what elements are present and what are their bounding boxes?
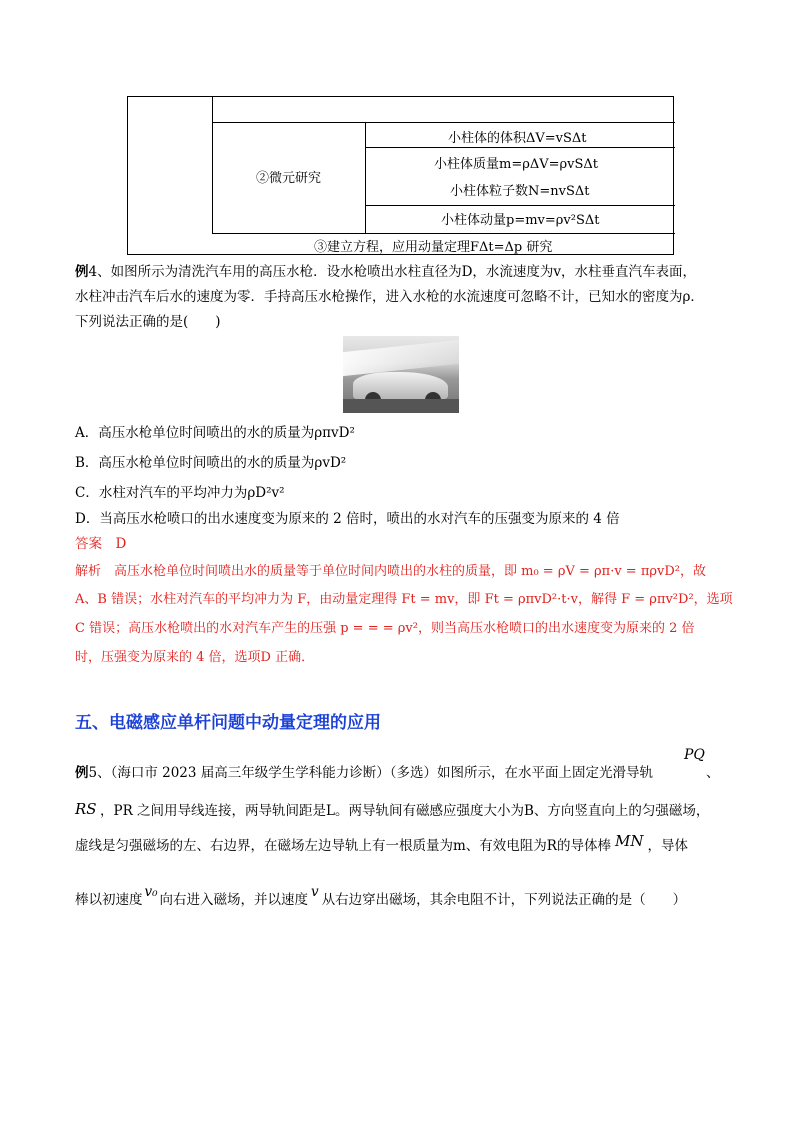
example5-line1: 例5、（海口市 2023 届高三年级学生学科能力诊断）（多选）如图所示，在水平面上固定光滑导轨 — [75, 765, 654, 781]
table-cell-micro-study: ②微元研究 — [256, 171, 322, 186]
example5-line3: 虚线是匀强磁场的左、右边界，在磁场左边导轨上有一根质量为m、有效电阻为R的导体棒 MN ，导体 — [75, 832, 688, 854]
option-c: C．水柱对汽车的平均冲力为ρD²v² — [75, 485, 285, 501]
example4-line1: 例4、如图所示为清洗汽车用的高压水枪．设水枪喷出水柱直径为D，水流速度为v，水柱垂直汽车表面， — [75, 264, 697, 280]
table-divider — [212, 122, 675, 123]
symbol-mn: MN — [614, 832, 644, 850]
example5-line4: 棒以初速度 v₀ 向右进入磁场，并以速度 v 从右边穿出磁场，其余电阻不计，下列说法正确的是（ ） — [75, 884, 687, 908]
section-heading: 五、电磁感应单杆问题中动量定理的应用 — [75, 713, 381, 733]
table-cell-equation: ③建立方程，应用动量定理FΔt=Δp 研究 — [314, 240, 553, 255]
table-divider — [212, 97, 213, 233]
table-divider — [365, 147, 675, 148]
analysis-line: A、B 错误；水柱对汽车的平均冲力为 F，由动量定理得 Ft = mv，即 Ft = ρπvD²·t·v，解得 F = ρπv²D²，选项 — [75, 592, 733, 607]
table-cell-volume: 小柱体的体积ΔV=vSΔt — [448, 131, 587, 146]
analysis-line: 时，压强变为原来的 4 倍，选项D 正确． — [75, 650, 315, 665]
table-cell-particles: 小柱体粒子数N=nvSΔt — [450, 184, 590, 199]
symbol-rs: RS — [75, 800, 97, 818]
option-b: B．高压水枪单位时间喷出的水的质量为ρvD² — [75, 455, 347, 471]
table-divider — [365, 122, 366, 233]
example5-line2: ，PR 之间用导线连接，两导轨间距是L。两导轨间有磁感应强度大小为B、方向竖直向上的匀强磁场， — [100, 803, 710, 819]
table-divider — [212, 233, 675, 234]
method-table — [127, 96, 674, 255]
table-divider — [365, 205, 675, 206]
symbol-v0: v₀ — [144, 884, 158, 900]
option-a: A．高压水枪单位时间喷出的水的质量为ρπvD² — [75, 425, 355, 441]
water-spray — [343, 340, 459, 376]
example4-line2: 水柱冲击汽车后水的速度为零．手持高压水枪操作，进入水枪的水流速度可忽略不计，已知水的密度为ρ． — [75, 289, 704, 305]
example-label: 例 — [75, 264, 89, 280]
water-gun-photo — [343, 336, 459, 413]
table-cell-momentum: 小柱体动量p=mv=ρv²SΔt — [441, 213, 600, 228]
ground — [343, 399, 459, 413]
analysis-line: C 错误；高压水枪喷出的水对汽车产生的压强 p = = = ρv²，则当高压水枪喷口的出水速度变为原来的 2 倍 — [75, 621, 695, 636]
option-d: D．当高压水枪喷口的出水速度变为原来的 2 倍时，喷出的水对汽车的压强变为原来的 4 倍 — [75, 511, 620, 527]
example-label: 例 — [75, 765, 89, 781]
symbol-pq: PQ — [684, 747, 705, 763]
example4-line3: 下列说法正确的是( ) — [75, 314, 221, 330]
table-cell-mass: 小柱体质量m=ρΔV=ρvSΔt — [434, 157, 599, 172]
answer: 答案 D — [75, 536, 127, 552]
separator: 、 — [706, 765, 720, 781]
symbol-v: v — [311, 884, 319, 900]
analysis-line: 解析 高压水枪单位时间喷出水的质量等于单位时间内喷出的水柱的质量，即 m₀ = ρV = ρπ·v = πρvD²，故 — [75, 564, 707, 579]
